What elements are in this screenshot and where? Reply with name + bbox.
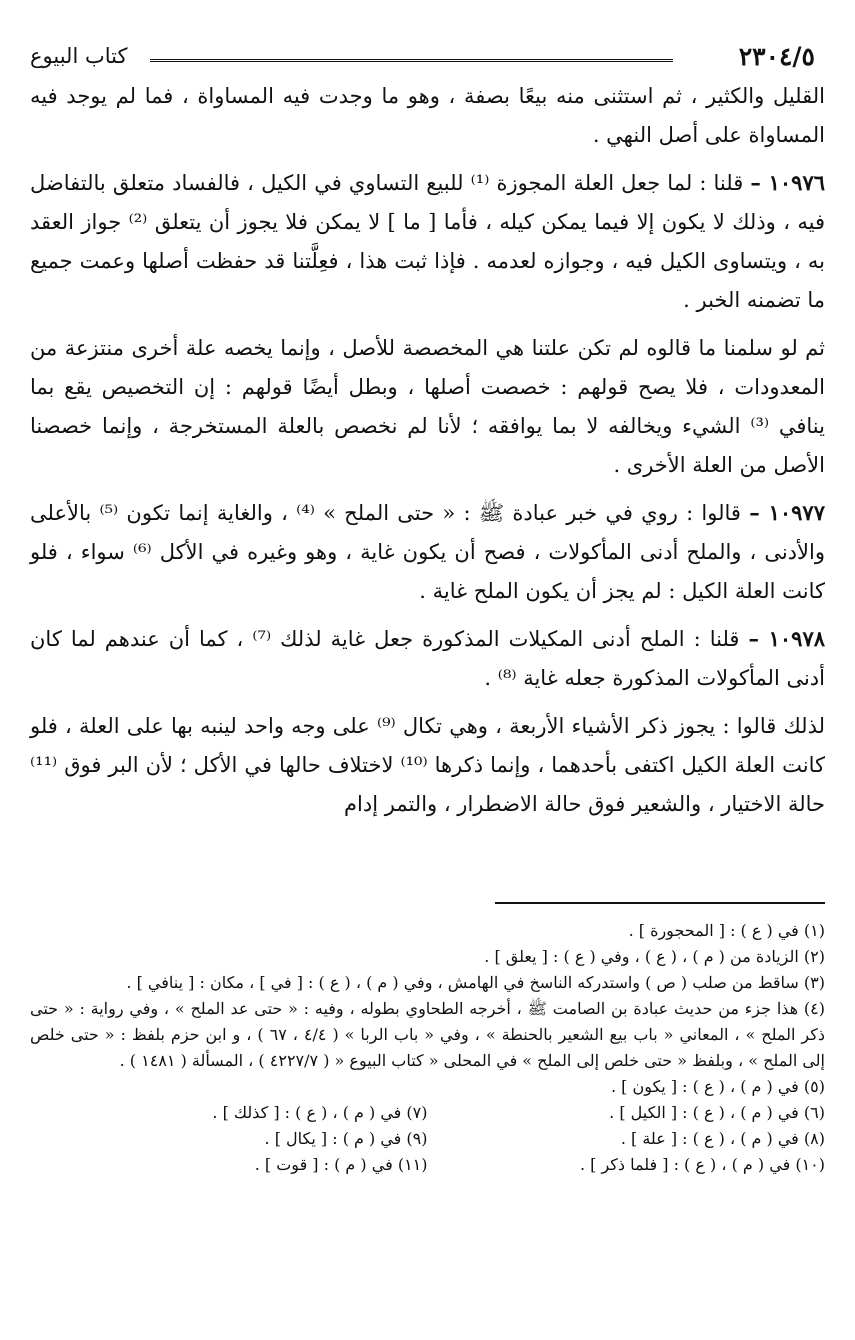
footnote xyxy=(30,1074,428,1100)
footnote-row xyxy=(30,1126,825,1152)
main-text xyxy=(30,76,825,824)
paragraph xyxy=(30,619,825,698)
page-header xyxy=(30,40,825,76)
paragraph-text: القليل والكثير ، ثم استثنى منه بيعًا بصفة ، وهو ما وجدت فيه المساواة ، فما لم يوجد فيه المساواة على أصل النهي . xyxy=(30,84,825,147)
footnote: (١٠) في ( م ) ، ( ع ) : [ فلما ذكر ] . xyxy=(579,1155,825,1174)
footnote: (٢) الزيادة من ( م ) ، ( ع ) ، وفي ( ع ) : [ يعلق ] . xyxy=(484,947,825,966)
paragraph xyxy=(30,163,825,320)
paragraph xyxy=(30,493,825,611)
paragraph xyxy=(30,328,825,485)
footnote: (٣) ساقط من صلب ( ص ) واستدركه الناسخ في الهامش ، وفي ( م ) ، ( ع ) : [ في ] ، مكان : [ ينافي ] . xyxy=(126,973,825,992)
entry-number: ١٠٩٧٨ – xyxy=(748,626,826,651)
paragraph-text: قلنا : الملح أدنى المكيلات المذكورة جعل غاية لذلك ⁽⁷⁾ ، كما أن عندهم لما كان أدنى المأكولات المذكورة جعله غاية ⁽⁸⁾ . xyxy=(30,627,825,690)
footnote-row xyxy=(30,1152,825,1178)
footnote: (٧) في ( م ) ، ( ع ) : [ كذلك ] . xyxy=(212,1103,428,1122)
paragraph-text: ثم لو سلمنا ما قالوه لم تكن علتنا هي المخصصة للأصل ، وإنما يخصه علة أخرى منتزعة من المعدودات ، فلا يصح قولهم : خصصت أصلها ، وبطل أيضًا قولهم : إن التخصيص يقع بما ينافي ⁽³⁾ الشيء ويخالفه لا بما يوافقه ؛ لأنا لم نخصص بالعلة المستخرجة ، وإنما خصصنا الأصل من العلة الأخرى . xyxy=(30,336,825,477)
header-rule xyxy=(150,59,673,65)
footnote-row xyxy=(30,1100,825,1126)
footnote: (٤) هذا جزء من حديث عبادة بن الصامت ﷺ ، أخرجه الطحاوي بطوله ، وفيه : « حتى عد الملح » ، وفي رواية : « حتى ذكر الملح » ، المعاني « باب بيع الشعير بالحنطة » ، وفي « باب الربا » ( ٤/٤ ، ٦٧ ) ، و ابن حزم بلفظ : « حتى خلص إلى الملح » ، وبلفظ « حتى خلص إلى الملح » في المحلى « كتاب البيوع « ( ٤٢٢٧/٧ ) ، المسألة ( ١٤٨١ ) . xyxy=(30,999,825,1070)
paragraph xyxy=(30,706,825,824)
paragraph-text: قلنا : لما جعل العلة المجوزة ⁽¹⁾ للبيع التساوي في الكيل ، فالفساد متعلق بالتفاضل فيه ، وذلك لا يكون إلا فيما يمكن كيله ، فأما [ ما ] لا يمكن فلا يجوز أن يتعلق ⁽²⁾ جواز العقد به ، ويتساوى الكيل فيه ، وجوازه لعدمه . فإذا ثبت هذا ، فعِلَّتنا قد حفظت أصلها وعمت جميع ما تضمنه الخبر . xyxy=(30,171,825,312)
paragraph xyxy=(30,76,825,155)
footnote: (٥) في ( م ) ، ( ع ) : [ يكون ] . xyxy=(610,1077,825,1096)
footnote-row xyxy=(30,1074,825,1100)
footnote-rule xyxy=(495,902,825,904)
entry-number: ١٠٩٧٧ – xyxy=(749,500,825,525)
footnote: (١١) في ( م ) : [ قوت ] . xyxy=(254,1155,428,1174)
paragraph-text: لذلك قالوا : يجوز ذكر الأشياء الأربعة ، وهي تكال ⁽⁹⁾ على وجه واحد لينبه بها على العلة ، فلو كانت العلة الكيل اكتفى بأحدهما ، وإنما ذكرها ⁽¹⁰⁾ لاختلاف حالها في الأكل ؛ لأن البر فوق ⁽¹¹⁾ حالة الاختيار ، والشعير فوق حالة الاضطرار ، والتمر إدام xyxy=(30,714,825,816)
footnote: (٩) في ( م ) : [ يكال ] . xyxy=(264,1129,428,1148)
footnote: (١) في ( ع ) : [ المحجورة ] . xyxy=(628,921,825,940)
paragraph-text: قالوا : روي في خبر عبادة ﷺ : « حتى الملح » ⁽⁴⁾ ، والغاية إنما تكون ⁽⁵⁾ بالأعلى والأدنى ، والملح أدنى المأكولات ، فصح أن يكون غاية ، وهو وغيره في الأكل ⁽⁶⁾ سواء ، فلو كانت العلة الكيل : لم يجز أن يكون الملح غاية . xyxy=(30,501,825,603)
book-page xyxy=(30,40,826,1174)
running-title: كتاب البيوع xyxy=(30,44,128,68)
footnotes xyxy=(30,918,825,1178)
footnote: (٦) في ( م ) ، ( ع ) : [ الكيل ] . xyxy=(609,1103,825,1122)
footnote: (٨) في ( م ) ، ( ع ) : [ علة ] . xyxy=(620,1129,825,1148)
page-number: ٢٣٠٤/٥ xyxy=(738,42,815,71)
entry-number: ١٠٩٧٦ – xyxy=(750,170,826,195)
